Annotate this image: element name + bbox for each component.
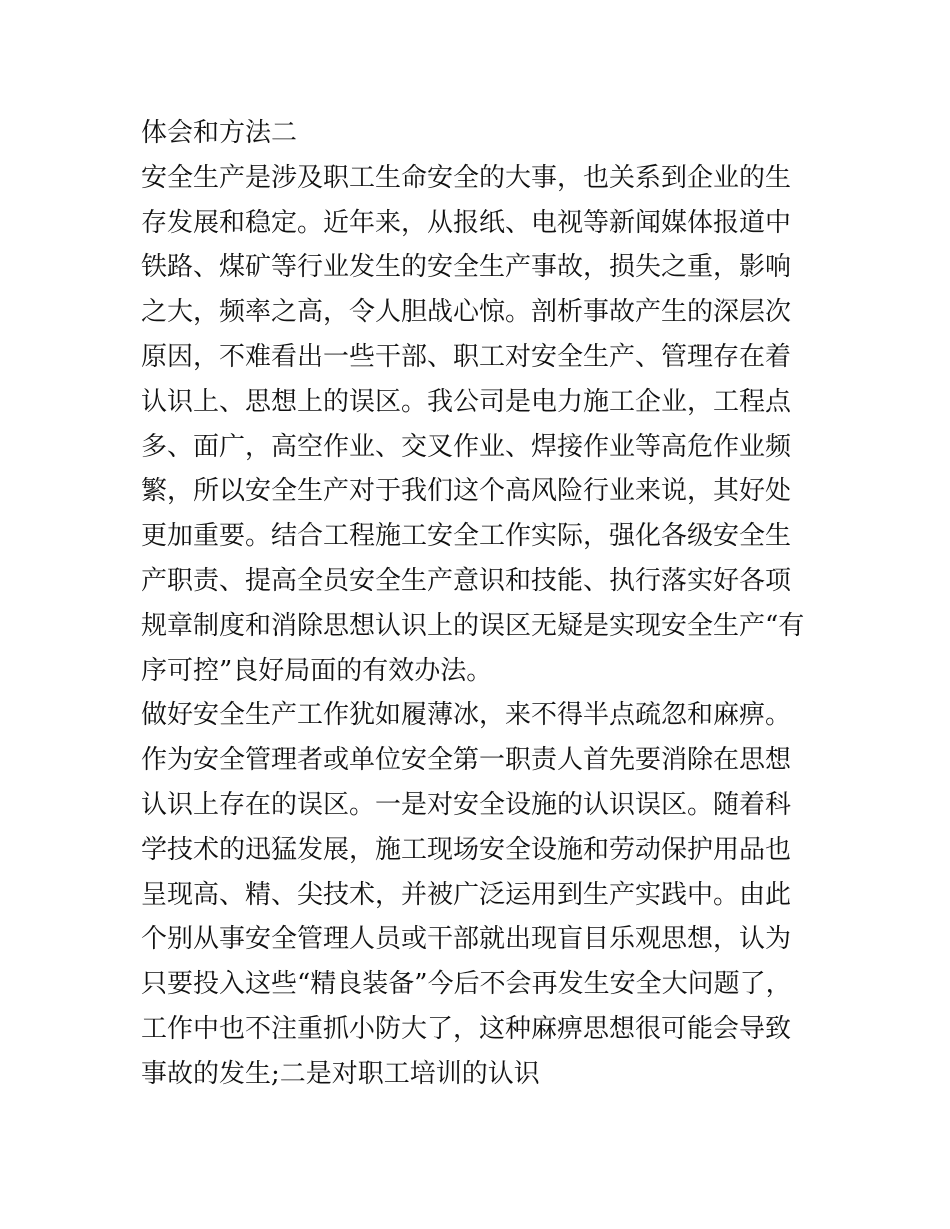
document-body	[141, 111, 816, 1097]
paragraph-1: 安全生产是涉及职工生命安全的大事，也关系到企业的生存发展和稳定。近年来，从报纸、电视等新闻媒体报道中铁路、煤矿等行业发生的安全生产事故，损失之重，影响之大，频率之高，令人胆战心惊。剖析事故产生的深层次原因，不难看出一些干部、职工对安全生产、管理存在着认识上、思想上的误区。我公司是电力施工企业，工程点多、面广，高空作业、交叉作业、焊接作业等高危作业频繁，所以安全生产对于我们这个高风险行业来说，其好处更加重要。结合工程施工安全工作实际，强化各级安全生产职责、提高全员安全生产意识和技能、执行落实好各项规章制度和消除思想认识上的误区无疑是实现安全生产“有序可控”良好局面的有效办法。	[141, 162, 805, 686]
paragraph-2: 做好安全生产工作犹如履薄冰，来不得半点疏忽和麻痹。作为安全管理者或单位安全第一职责人首先要消除在思想认识上存在的误区。一是对安全设施的认识误区。随着科学技术的迅猛发展，施工现场安全设施和劳动保护用品也呈现高、精、尖技术，并被广泛运用到生产实践中。由此个别从事安全管理人员或干部就出现盲目乐观思想，认为只要投入这些“精良装备”今后不会再发生安全大问题了，工作中也不注重抓小防大了，这种麻痹思想很可能会导致事故的发生;二是对职工培训的认识	[141, 700, 792, 1089]
document-title: 体会和方法二	[141, 118, 298, 148]
